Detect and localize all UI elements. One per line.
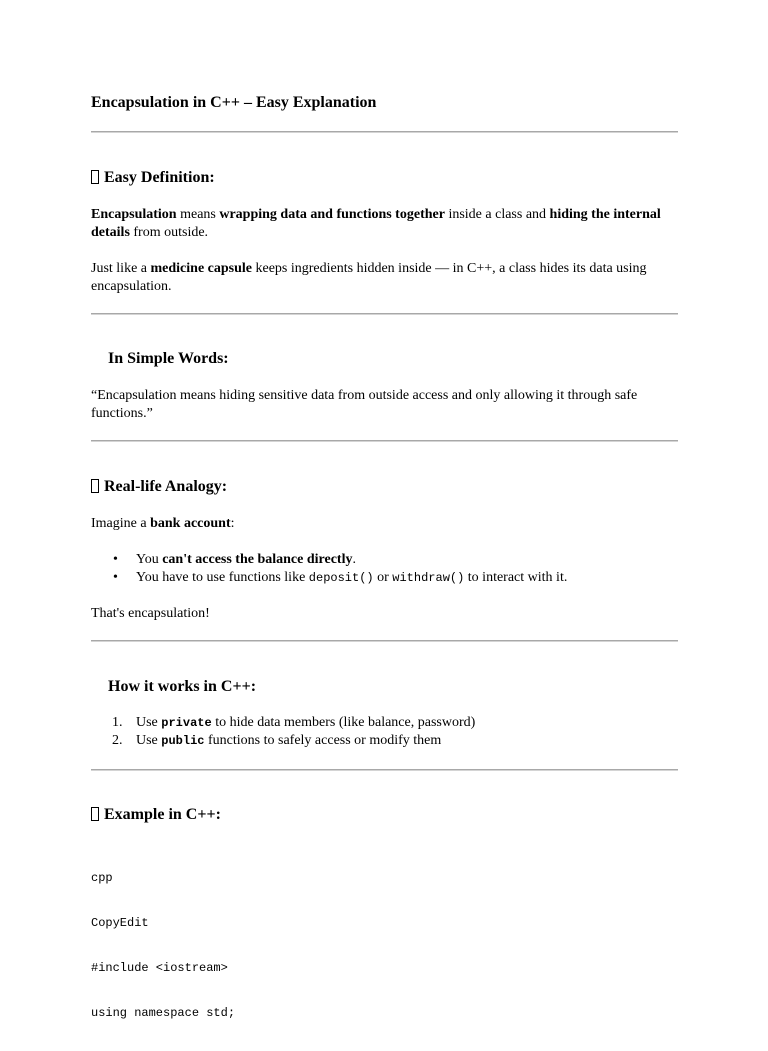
- bullet-marker: •: [113, 570, 118, 585]
- heading-easy-definition: [91, 168, 215, 188]
- emphasis-bank-account: bank account: [150, 516, 231, 531]
- code-line: #include <iostream>: [91, 961, 228, 975]
- list-item: [91, 732, 678, 750]
- code-line: cpp: [91, 871, 113, 885]
- analogy-intro: [91, 515, 678, 533]
- text-span: Imagine a: [91, 516, 151, 531]
- list-item: [91, 569, 678, 587]
- text-span: to interact with it.: [464, 570, 568, 585]
- analogy-outro: That's encapsulation!: [91, 606, 210, 621]
- divider: [91, 769, 678, 771]
- text-span: means: [176, 207, 220, 222]
- heading-example-in-cpp: [91, 805, 221, 825]
- divider: [91, 131, 678, 133]
- text-span: Use: [136, 715, 162, 730]
- term-encapsulation: Encapsulation: [91, 207, 177, 222]
- list-item: [91, 714, 678, 732]
- text-span: You: [136, 552, 163, 567]
- text-span: .: [352, 552, 356, 567]
- text-span: from outside.: [129, 225, 209, 240]
- emphasis-hiding: hiding the internal details: [91, 207, 661, 240]
- definition-paragraph: [91, 206, 678, 242]
- emphasis-medicine-capsule: medicine capsule: [150, 261, 252, 276]
- quote-paragraph: “Encapsulation means hiding sensitive data from outside access and only allowing it through safe functions.”: [91, 388, 638, 421]
- document-title: Encapsulation in C++ – Easy Explanation: [91, 94, 377, 111]
- text-span: to hide data members (like balance, password): [211, 715, 476, 730]
- analogy-bullet-list: [91, 551, 678, 587]
- code-line: using namespace std;: [91, 1006, 236, 1020]
- code-private: private: [161, 716, 212, 730]
- missing-glyph-box-icon: [91, 170, 99, 184]
- divider: [91, 313, 678, 315]
- number-marker: 1.: [112, 715, 123, 730]
- heading-how-it-works: How it works in C++:: [108, 678, 257, 695]
- text-span: functions to safely access or modify them: [204, 733, 442, 748]
- emphasis-wrapping: wrapping data and functions together: [219, 207, 445, 222]
- heading-in-simple-words: In Simple Words:: [108, 350, 229, 367]
- divider: [91, 640, 678, 642]
- capsule-paragraph: [91, 260, 678, 296]
- heading-real-life-analogy: [91, 477, 227, 497]
- number-marker: 2.: [112, 733, 123, 748]
- missing-glyph-box-icon: [91, 479, 99, 493]
- missing-glyph-box-icon: [91, 807, 99, 821]
- code-withdraw: withdraw(): [392, 571, 465, 585]
- text-span: or: [373, 570, 393, 585]
- text-span: keeps ingredients hidden inside — in C++, a class hides its data using encapsulation.: [91, 261, 647, 294]
- text-span: Just like a: [91, 261, 151, 276]
- bullet-marker: •: [113, 552, 118, 567]
- code-public: public: [161, 734, 205, 748]
- code-line: CopyEdit: [91, 916, 149, 930]
- heading-label: Example in C++:: [104, 806, 221, 823]
- divider: [91, 440, 678, 442]
- heading-label: Easy Definition:: [104, 169, 215, 186]
- text-span: :: [230, 516, 235, 531]
- text-span: Use: [136, 733, 162, 748]
- emphasis-cant-access: can't access the balance directly: [162, 552, 353, 567]
- list-item: [91, 551, 678, 569]
- text-span: You have to use functions like: [136, 570, 309, 585]
- text-span: inside a class and: [444, 207, 550, 222]
- code-deposit: deposit(): [308, 571, 374, 585]
- how-it-works-numbered-list: [91, 714, 678, 750]
- code-block: [91, 841, 235, 1051]
- heading-label: Real-life Analogy:: [104, 478, 228, 495]
